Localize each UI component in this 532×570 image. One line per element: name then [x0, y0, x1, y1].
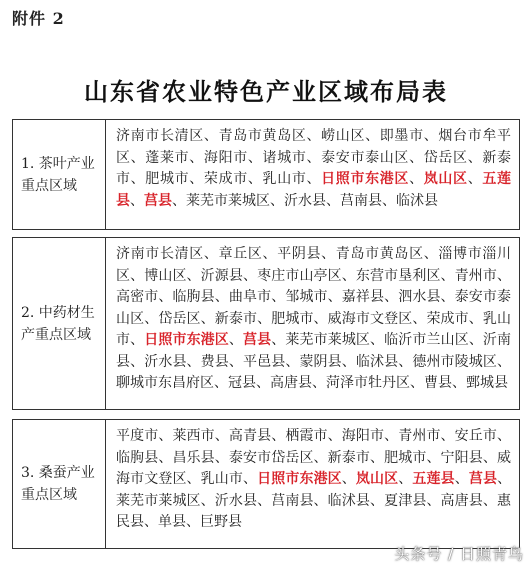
place-list-text: 、	[341, 471, 356, 487]
place-list-text: 平度市、莱西市、高青县、栖霞市、海阳市、青州市、安丘市、临朐县、昌乐县、泰安市岱岳区、新泰市、肥城市、宁阳县、威海市文登区、乳山市、	[116, 428, 511, 487]
highlighted-place: 日照市东港区	[257, 471, 342, 487]
page-title: 山东省农业特色产业区域布局表	[84, 77, 448, 106]
place-list-text: 、莱芜市莱城区、临沂市兰山区、沂南县、沂水县、费县、平邑县、蒙阴县、临沭县、德州市陵城区、聊城市东昌府区、冠县、高唐县、菏泽市牡丹区、曹县、鄄城县	[116, 332, 512, 391]
row-label: 2. 中药材生产重点区域	[13, 238, 106, 409]
place-list-text: 、	[228, 332, 244, 348]
attachment-label: 附件 2	[12, 9, 65, 28]
row-content	[106, 120, 519, 229]
row-label: 3. 桑蚕产业重点区域	[13, 420, 106, 548]
place-list-text: 、	[454, 471, 469, 487]
highlighted-place: 岚山区	[355, 471, 399, 487]
highlighted-place: 莒县	[144, 192, 172, 209]
row-content	[106, 420, 519, 548]
highlighted-place: 岚山区	[423, 171, 468, 187]
highlighted-place: 日照市东港区	[144, 332, 229, 348]
highlighted-place: 五莲县	[412, 471, 455, 487]
row-label: 1. 茶叶产业重点区域	[13, 120, 106, 229]
place-list-text: 济南市长清区、青岛市黄岛区、崂山区、即墨市、烟台市牟平区、蓬莱市、海阳市、诸城市、泰安市泰山区、岱岳区、新泰市、肥城市、荣成市、乳山市、	[116, 128, 511, 187]
place-list-text: 、	[409, 171, 424, 187]
table-row	[12, 237, 520, 410]
place-list-text: 、莱芜市莱城区、沂水县、莒南县、临沭县、夏津县、高唐县、惠民县、单县、巨野县	[116, 471, 512, 530]
table-row	[12, 419, 520, 549]
highlighted-place: 五莲县	[116, 171, 512, 209]
highlighted-place: 日照市东港区	[321, 171, 410, 187]
place-list-text: 、	[130, 192, 144, 209]
row-content	[106, 238, 519, 409]
highlighted-place: 莒县	[243, 332, 272, 348]
table-row	[12, 119, 520, 230]
place-list-text: 、莱芜市莱城区、沂水县、莒南县、临沭县	[172, 192, 438, 209]
watermark: 头条号 / 日照青鸟	[394, 545, 524, 563]
place-list-text: 济南市长清区、章丘区、平阴县、青岛市黄岛区、淄博市淄川区、博山区、沂源县、枣庄市山亭区、东营市垦利区、青州市、高密市、临朐县、曲阜市、邹城市、嘉祥县、泗水县、泰安市泰山区、岱岳区、新泰市、肥城市、威海市文登区、荣成市、乳山市、	[116, 246, 511, 348]
place-list-text: 、	[398, 471, 413, 487]
highlighted-place: 莒县	[468, 471, 498, 487]
place-list-text: 、	[467, 171, 483, 187]
